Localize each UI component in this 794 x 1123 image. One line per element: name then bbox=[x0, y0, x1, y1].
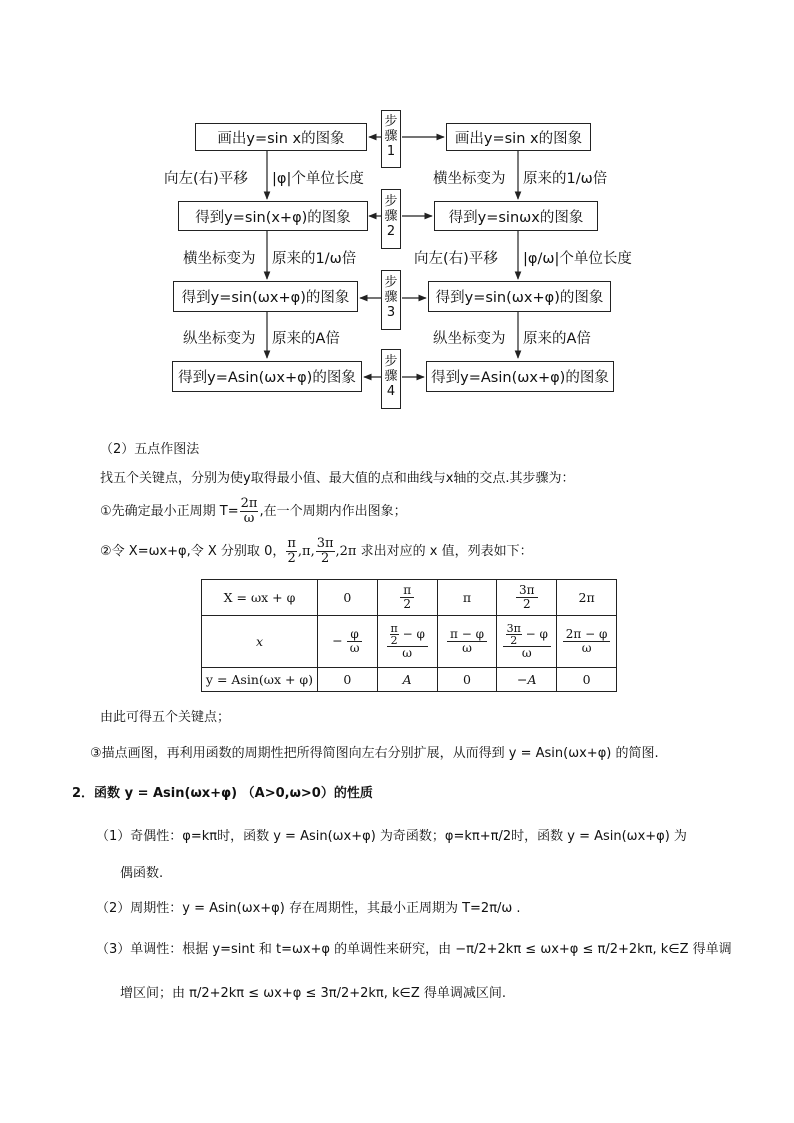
left-arrow-3-label: 纵坐标变为 bbox=[183, 331, 256, 347]
parity-line-2: 偶函数. bbox=[120, 866, 164, 881]
y-3: −A bbox=[497, 668, 557, 692]
x-3: $\frac{3\pi}{2}$ − φ ω bbox=[497, 616, 557, 668]
X-3: $\frac{3\pi}{2}$ bbox=[497, 580, 557, 616]
period-line: （2）周期性：y = Asin(ωx+φ) 存在周期性，其最小正周期为 T=2π/ω . bbox=[96, 901, 521, 916]
step-box-4 bbox=[381, 349, 401, 409]
right-arrow-2-detail: |φ/ω|个单位长度 bbox=[523, 251, 632, 267]
table-row-X bbox=[202, 580, 617, 616]
X-4: 2π bbox=[557, 580, 617, 616]
step-box-2 bbox=[381, 189, 401, 249]
left-box-3: 得到y=sin(ωx+φ)的图象 bbox=[173, 281, 358, 312]
right-arrow-3-detail: 原来的A倍 bbox=[523, 331, 591, 347]
left-arrow-3-detail: 原来的A倍 bbox=[272, 331, 340, 347]
table-row-x bbox=[202, 616, 617, 668]
step-box-3 bbox=[381, 270, 401, 330]
X-1: $\frac{\pi}{2}$ bbox=[377, 580, 437, 616]
step-box-1 bbox=[381, 110, 401, 168]
right-box-2: 得到y=sinωx的图象 bbox=[434, 201, 598, 231]
five-point-step-3: ③描点画图，再利用函数的周期性把所得简图向左右分别扩展，从而得到 y = Asin(ωx+φ) 的简图. bbox=[90, 746, 659, 761]
y-1: A bbox=[377, 668, 437, 692]
right-arrow-3-label: 纵坐标变为 bbox=[433, 331, 506, 347]
left-arrow-2-label: 横坐标变为 bbox=[183, 251, 256, 267]
step-label: 步骤2 bbox=[384, 194, 398, 239]
row-header-X: X = ωx + φ bbox=[202, 580, 318, 616]
right-box-4: 得到y=Asin(ωx+φ)的图象 bbox=[426, 361, 614, 392]
x-0: − $\frac{\varphi}{\omega}$ bbox=[318, 616, 378, 668]
left-box-4: 得到y=Asin(ωx+φ)的图象 bbox=[172, 361, 362, 392]
parity-line-1: （1）奇偶性：φ=kπ时，函数 y = Asin(ωx+φ) 为奇函数；φ=kπ+π/2时，函数 y = Asin(ωx+φ) 为 bbox=[96, 829, 687, 844]
right-arrow-2-label: 向左(右)平移 bbox=[414, 251, 498, 267]
X-2: π bbox=[437, 580, 497, 616]
step-label: 步骤1 bbox=[384, 114, 398, 159]
five-point-heading: （2）五点作图法 bbox=[100, 442, 200, 457]
step-label: 步骤4 bbox=[384, 354, 398, 399]
y-4: 0 bbox=[557, 668, 617, 692]
right-box-3: 得到y=sin(ωx+φ)的图象 bbox=[428, 281, 611, 312]
y-0: 0 bbox=[318, 668, 378, 692]
left-arrow-2-detail: 原来的1/ω倍 bbox=[272, 251, 357, 267]
left-arrow-1-label: 向左(右)平移 bbox=[164, 171, 248, 187]
step-label: 步骤3 bbox=[384, 275, 398, 320]
right-arrow-1-detail: 原来的1/ω倍 bbox=[523, 171, 608, 187]
X-0: 0 bbox=[318, 580, 378, 616]
left-box-2: 得到y=sin(x+φ)的图象 bbox=[178, 201, 368, 231]
monotonicity-line-2: 增区间；由 π/2+2kπ ≤ ωx+φ ≤ 3π/2+2kπ, k∈Z 得单调减区间. bbox=[120, 986, 507, 1001]
monotonicity-line-1: （3）单调性：根据 y=sint 和 t=ωx+φ 的单调性来研究，由 −π/2+2kπ ≤ ωx+φ ≤ π/2+2kπ, k∈Z 得单调 bbox=[96, 942, 732, 957]
y-2: 0 bbox=[437, 668, 497, 692]
five-point-table bbox=[201, 579, 617, 692]
x-1: $\frac{\pi}{2}$ − φ ω bbox=[377, 616, 437, 668]
left-arrow-1-detail: |φ|个单位长度 bbox=[272, 171, 364, 187]
five-point-intro: 找五个关键点，分别为使y取得最小值、最大值的点和曲线与x轴的交点.其步骤为： bbox=[100, 471, 575, 486]
row-header-y: y = Asin(ωx + φ) bbox=[202, 668, 318, 692]
five-point-step-2: ②令 X=ωx+φ,令 X 分别取 0， $\frac{\pi}{2}$ ,π, $\frac{3\pi}{2}$ ,2π 求出对应的 x 值，列表如下： bbox=[100, 536, 533, 566]
properties-heading: 2．函数 y = Asin(ωx+φ) （A>0,ω>0）的性质 bbox=[72, 786, 373, 801]
x-2: $\frac{\pi - \varphi}{\omega}$ bbox=[437, 616, 497, 668]
x-4: $\frac{2\pi - \varphi}{\omega}$ bbox=[557, 616, 617, 668]
period-fraction: $\frac{2\pi}{\omega}$ bbox=[240, 496, 258, 526]
table-row-y bbox=[202, 668, 617, 692]
row-header-x: x bbox=[202, 616, 318, 668]
five-point-step-1: ①先确定最小正周期 T= $\frac{2\pi}{\omega}$ ,在一个周期内作出图象； bbox=[100, 496, 407, 526]
right-arrow-1-label: 横坐标变为 bbox=[433, 171, 506, 187]
right-box-1: 画出y=sin x的图象 bbox=[446, 123, 591, 151]
left-box-1: 画出y=sin x的图象 bbox=[195, 123, 367, 151]
after-table-text: 由此可得五个关键点； bbox=[100, 710, 231, 725]
